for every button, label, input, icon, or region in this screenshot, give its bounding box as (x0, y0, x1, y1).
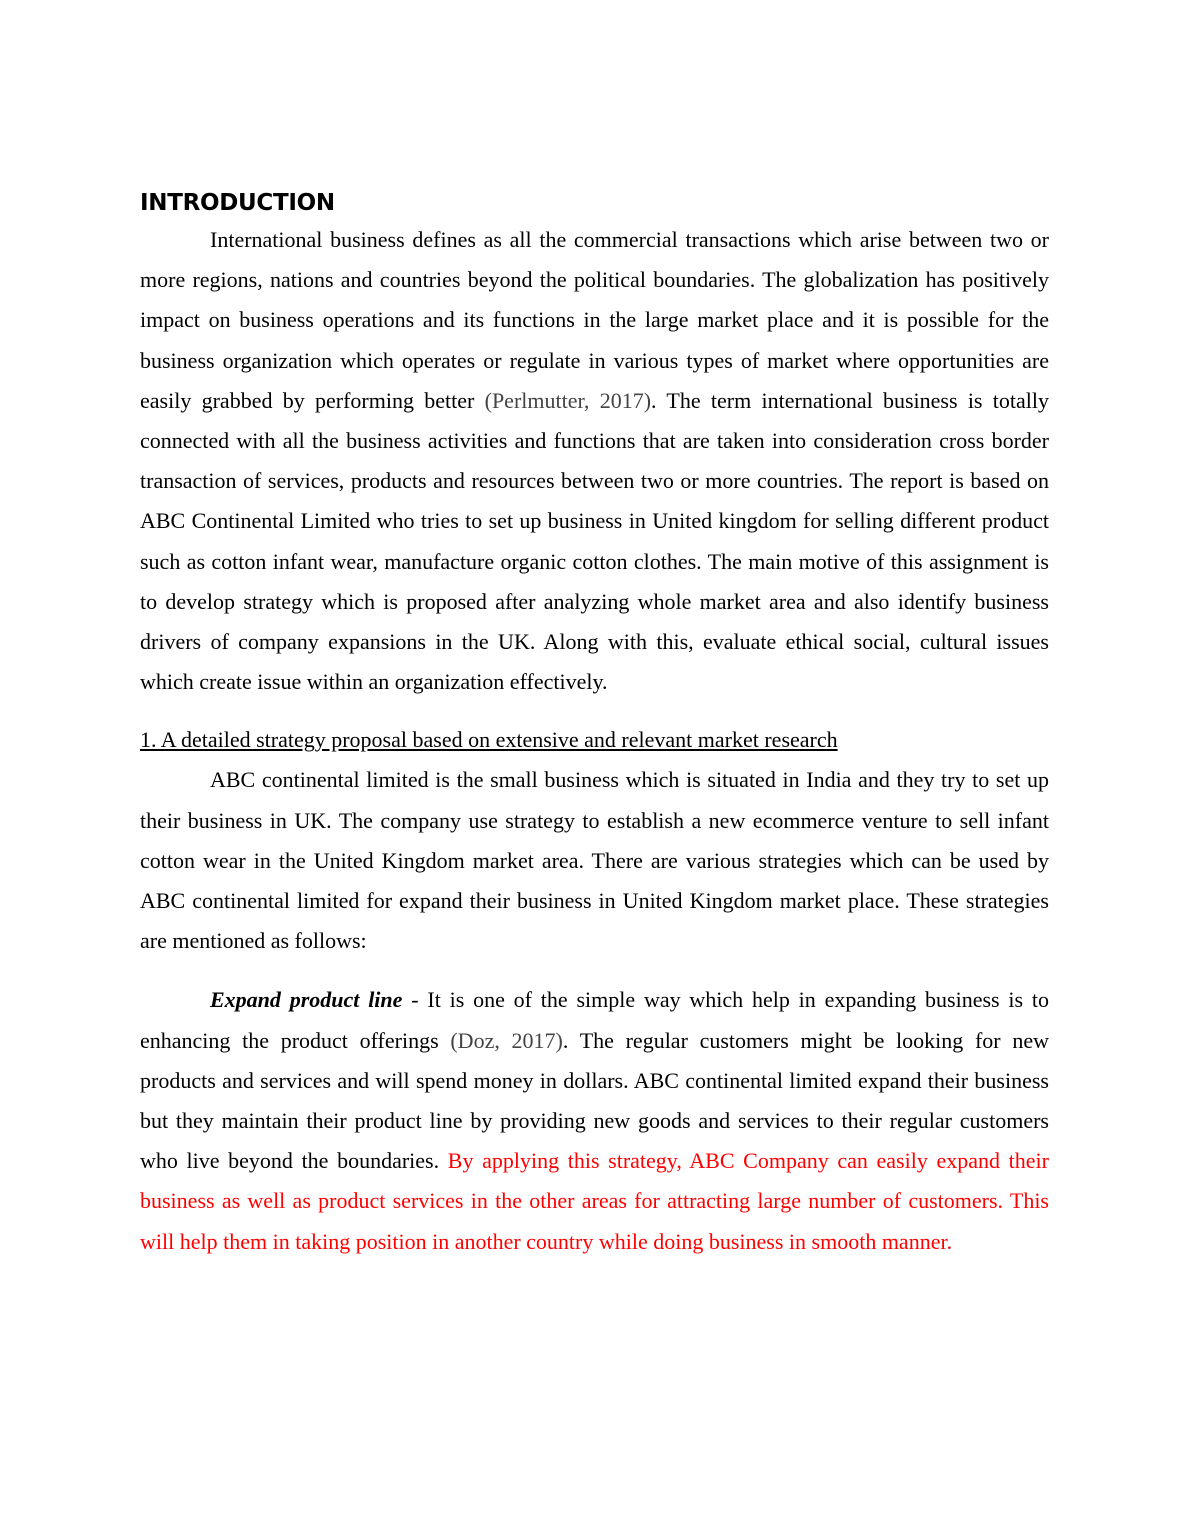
expand-product-line-term: Expand product line (210, 987, 403, 1013)
section-1-title: 1. A detailed strategy proposal based on extensive and relevant market research (140, 727, 838, 753)
introduction-paragraph (140, 220, 1049, 702)
citation-doz: (Doz, 2017) (450, 1027, 563, 1053)
intro-text-part-1: International business defines as all the commercial transactions which arise between two or more regions, nations and countries beyond the political boundaries. The globalization has positively impact on business operations and its functions in the large market place and it is possible for the business organization which operates or regulate in various types of market where opportunities are easily grabbed by performing better (140, 227, 1049, 413)
section-1-paragraph-2 (140, 980, 1049, 1261)
intro-text-part-2: . The term international business is totally connected with all the business activities and functions that are taken into consideration cross border transaction of services, products and resources between two or more countries. The report is based on ABC Continental Limited who tries to set up business in United kingdom for selling different product such as cotton infant wear, manufacture organic cotton clothes. The main motive of this assignment is to develop strategy which is proposed after analyzing whole market area and also identify business drivers of company expansions in the UK. Along with this, evaluate ethical social, cultural issues which create issue within an organization effectively. (140, 387, 1049, 695)
citation-perlmutter: (Perlmutter, 2017) (484, 387, 652, 413)
introduction-heading: INTRODUCTION (140, 190, 335, 216)
highlighted-red-text: By applying this strategy, ABC Company can easily expand their business as well as product services in the other areas for attracting large number of customers. This will help them in taking position in another country while doing business in smooth manner. (140, 1148, 1049, 1254)
paragraph-2-text-part-1: - It is one of the simple way which help in expanding business is to enhancing the product offerings (140, 987, 1049, 1053)
document-page (140, 186, 1049, 1262)
section-1-paragraph-1: ABC continental limited is the small business which is situated in India and they try to set up their business in UK. The company use strategy to establish a new ecommerce venture to sell infant cotton wear in the United Kingdom market area. There are various strategies which can be used by ABC continental limited for expand their business in United Kingdom market place. These strategies are mentioned as follows: (140, 767, 1049, 954)
paragraph-2-text-part-2: . The regular customers might be looking for new products and services and will spend money in dollars. ABC continental limited expand their business but they maintain their product line by providing new goods and services to their regular customers who live beyond the boundaries. (140, 1027, 1049, 1174)
